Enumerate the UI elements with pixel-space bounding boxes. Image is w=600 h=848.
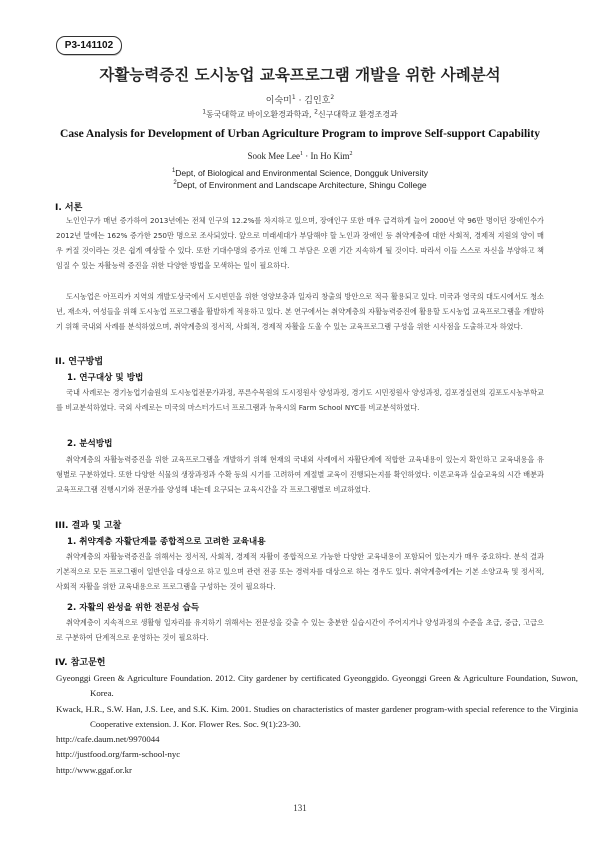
subheading-methods-1: 1. 연구대상 및 방법 [67,373,144,383]
section-heading-methods: II. 연구방법 [55,357,104,367]
authors-korean [0,93,600,106]
page-number: 131 [293,803,307,813]
title-english: Case Analysis for Development of Urban Agriculture Program to improve Self-support Capability [60,128,540,140]
section-heading-results: III. 결과 및 고찰 [55,521,122,531]
affiliation-en-2 [0,180,600,190]
reference-url-1: http://cafe.daum.net/9970044 [56,734,160,744]
aff-en-1-sup: 1 [171,168,176,175]
aff-ko-2: 신구대학교 환경조경과 [317,110,398,119]
subheading-methods-2: 2. 분석방법 [67,439,113,449]
section-heading-intro: I. 서론 [55,203,83,213]
author-separator-en: · [302,151,311,161]
poster-id-badge: P3-141102 [56,36,122,55]
results-paragraph-2: 취약계층이 지속적으로 생활형 일자리를 유지하기 위해서는 전문성을 갖출 수 있는 충분한 실습시간이 주어지거나 양성과정의 수준을 초급, 중급, 고급으로 구분하여 단계적으로 운영하는 것이 필요하다. [56,618,544,642]
author-1-ko: 이숙미 [265,96,292,106]
reference-1: Gyeonggi Green & Agriculture Foundation. 2012. City gardener by certificated Gyeonggido. Gyeonggi Green & Agriculture Foundation, Suwon, Korea. [56,673,578,698]
intro-paragraph-1: 노인인구가 매년 증가하여 2013년에는 전체 인구의 12.2%를 차지하고 있으며, 장애인구 또한 매우 급격하게 늘어 2000년 약 96만 명이던 장애인수가 2012년 말에는 162% 증가한 250만 명으로 조사되었다. 앞으로 미래세대가 부담해야 할 노인과 장애인 등 취약계층에 대한 사회적, 경제적 지원의 양이 매우 커질 것이라는 것은 쉽게 예상할 수 있다. 또한 기대수명의 증가로 인해 그 부담은 오랜 기간 지속하게 될 것이다. 따라서 이들 스스로 자신을 부양하고 책임질 수 있는 자활능력 증진을 위한 다양한 방법을 모색하는 일이 필요하다. [56,216,544,270]
aff-en-2-sup: 2 [173,180,177,187]
methods-paragraph-1: 국내 사례로는 경기농업기술원의 도시농업전문가과정, 푸른수목원의 도시정원사 양성과정, 경기도 시민정원사 양성과정, 김포경실련의 김포도시농부학교를 비교분석하였다. 국외 사례로는 미국의 마스터가드너 프로그램과 뉴욕시의 Farm School NYC를 비교분석하였다. [56,388,544,412]
reference-url-2: http://justfood.org/farm-school-nyc [56,749,181,759]
aff-ko-1-sup: 1 [202,108,207,116]
author-2-ko: 김인호 [304,96,331,106]
methods-paragraph-2: 취약계층의 자활능력증진을 위한 교육프로그램을 개발하기 위해 현재의 국내외 사례에서 자활단계에 적합한 교육내용이 있는지 확인하고 교육내용을 유형별로 구분하였다. 또한 다양한 식물의 생장과정과 수확 등의 시기를 고려하여 계절별 교육이 진행되는지를 확인하였다. 이론교육과 실습교육의 시간 배분과 교육프로그램 진행시기와 전문가를 양성해 내는데 요구되는 교육시간을 각 프로그램별로 비교하였다. [56,455,544,494]
author-2-en: In Ho Kim [310,151,350,161]
reference-url-3: http://www.ggaf.or.kr [56,765,132,775]
aff-en-1-text: Dept, of Biological and Environmental Science, Dongguk University [175,168,429,178]
affiliation-en-1 [0,168,600,178]
subheading-results-2: 2. 자활의 완성을 위한 전문성 습득 [67,603,200,613]
intro-paragraph-2: 도시농업은 아프리카 지역의 개발도상국에서 도시빈민을 위한 영양보충과 일자리 창출의 방안으로 적극 활용되고 있다. 미국과 영국의 대도시에서도 청소년, 재소자, 여성들을 위해 도시농업 프로그램을 활발하게 적용하고 있다. 본 연구에서는 취약계층의 자활능력증진에 활용할 도시농업 교육프로그램을 개발하기 위해 국내외 사례를 분석하였으며, 취약계층의 정서적, 사회적, 경제적 자활을 도울 수 있는 교육프로그램 구성을 위한 시사점을 도출하고자 하였다. [56,292,544,331]
author-1-ko-sup: 1 [291,94,296,101]
section-heading-references: IV. 참고문헌 [55,658,106,668]
title-korean: 자활능력증진 도시농업 교육프로그램 개발을 위한 사례분석 [99,66,501,84]
affiliations-korean [0,109,600,120]
author-1-en-sup: 1 [299,151,303,157]
author-2-en-sup: 2 [349,151,353,157]
author-1-en: Sook Mee Lee [247,151,300,161]
subheading-results-1: 1. 취약계층 자활단계를 종합적으로 고려한 교육내용 [67,537,266,547]
authors-english [0,151,600,161]
aff-ko-2-sup: 2 [314,108,318,116]
author-separator-ko: · [295,96,305,106]
results-paragraph-1: 취약계층의 자활능력증진을 위해서는 정서적, 사회적, 경제적 자활이 종합적으로 가능한 다양한 교육내용이 포함되어 있는지가 매우 중요하다. 분석 결과 기본적으로 모든 프로그램이 일반인을 대상으로 하고 있으며 관련 전공 또는 경력자를 대상으로 하는 경우도 있다. 취약계층에게는 기본 소양교육 및 정서적, 사회적 자활을 위한 교육내용으로 프로그램을 구성하는 것이 필요하다. [56,552,544,591]
aff-ko-1: 동국대학교 바이오환경과학과, [206,110,315,119]
author-2-ko-sup: 2 [330,94,335,101]
aff-en-2-text: Dept, of Environment and Landscape Architecture, Shingu College [176,180,427,190]
reference-2: Kwack, H.R., S.W. Han, J.S. Lee, and S.K. Kim. 2001. Studies on characteristics of master gardener program-with special reference to the Virginia Cooperative extension. J. Kor. Flower Res. Soc. 9(1):23-30. [56,704,578,729]
